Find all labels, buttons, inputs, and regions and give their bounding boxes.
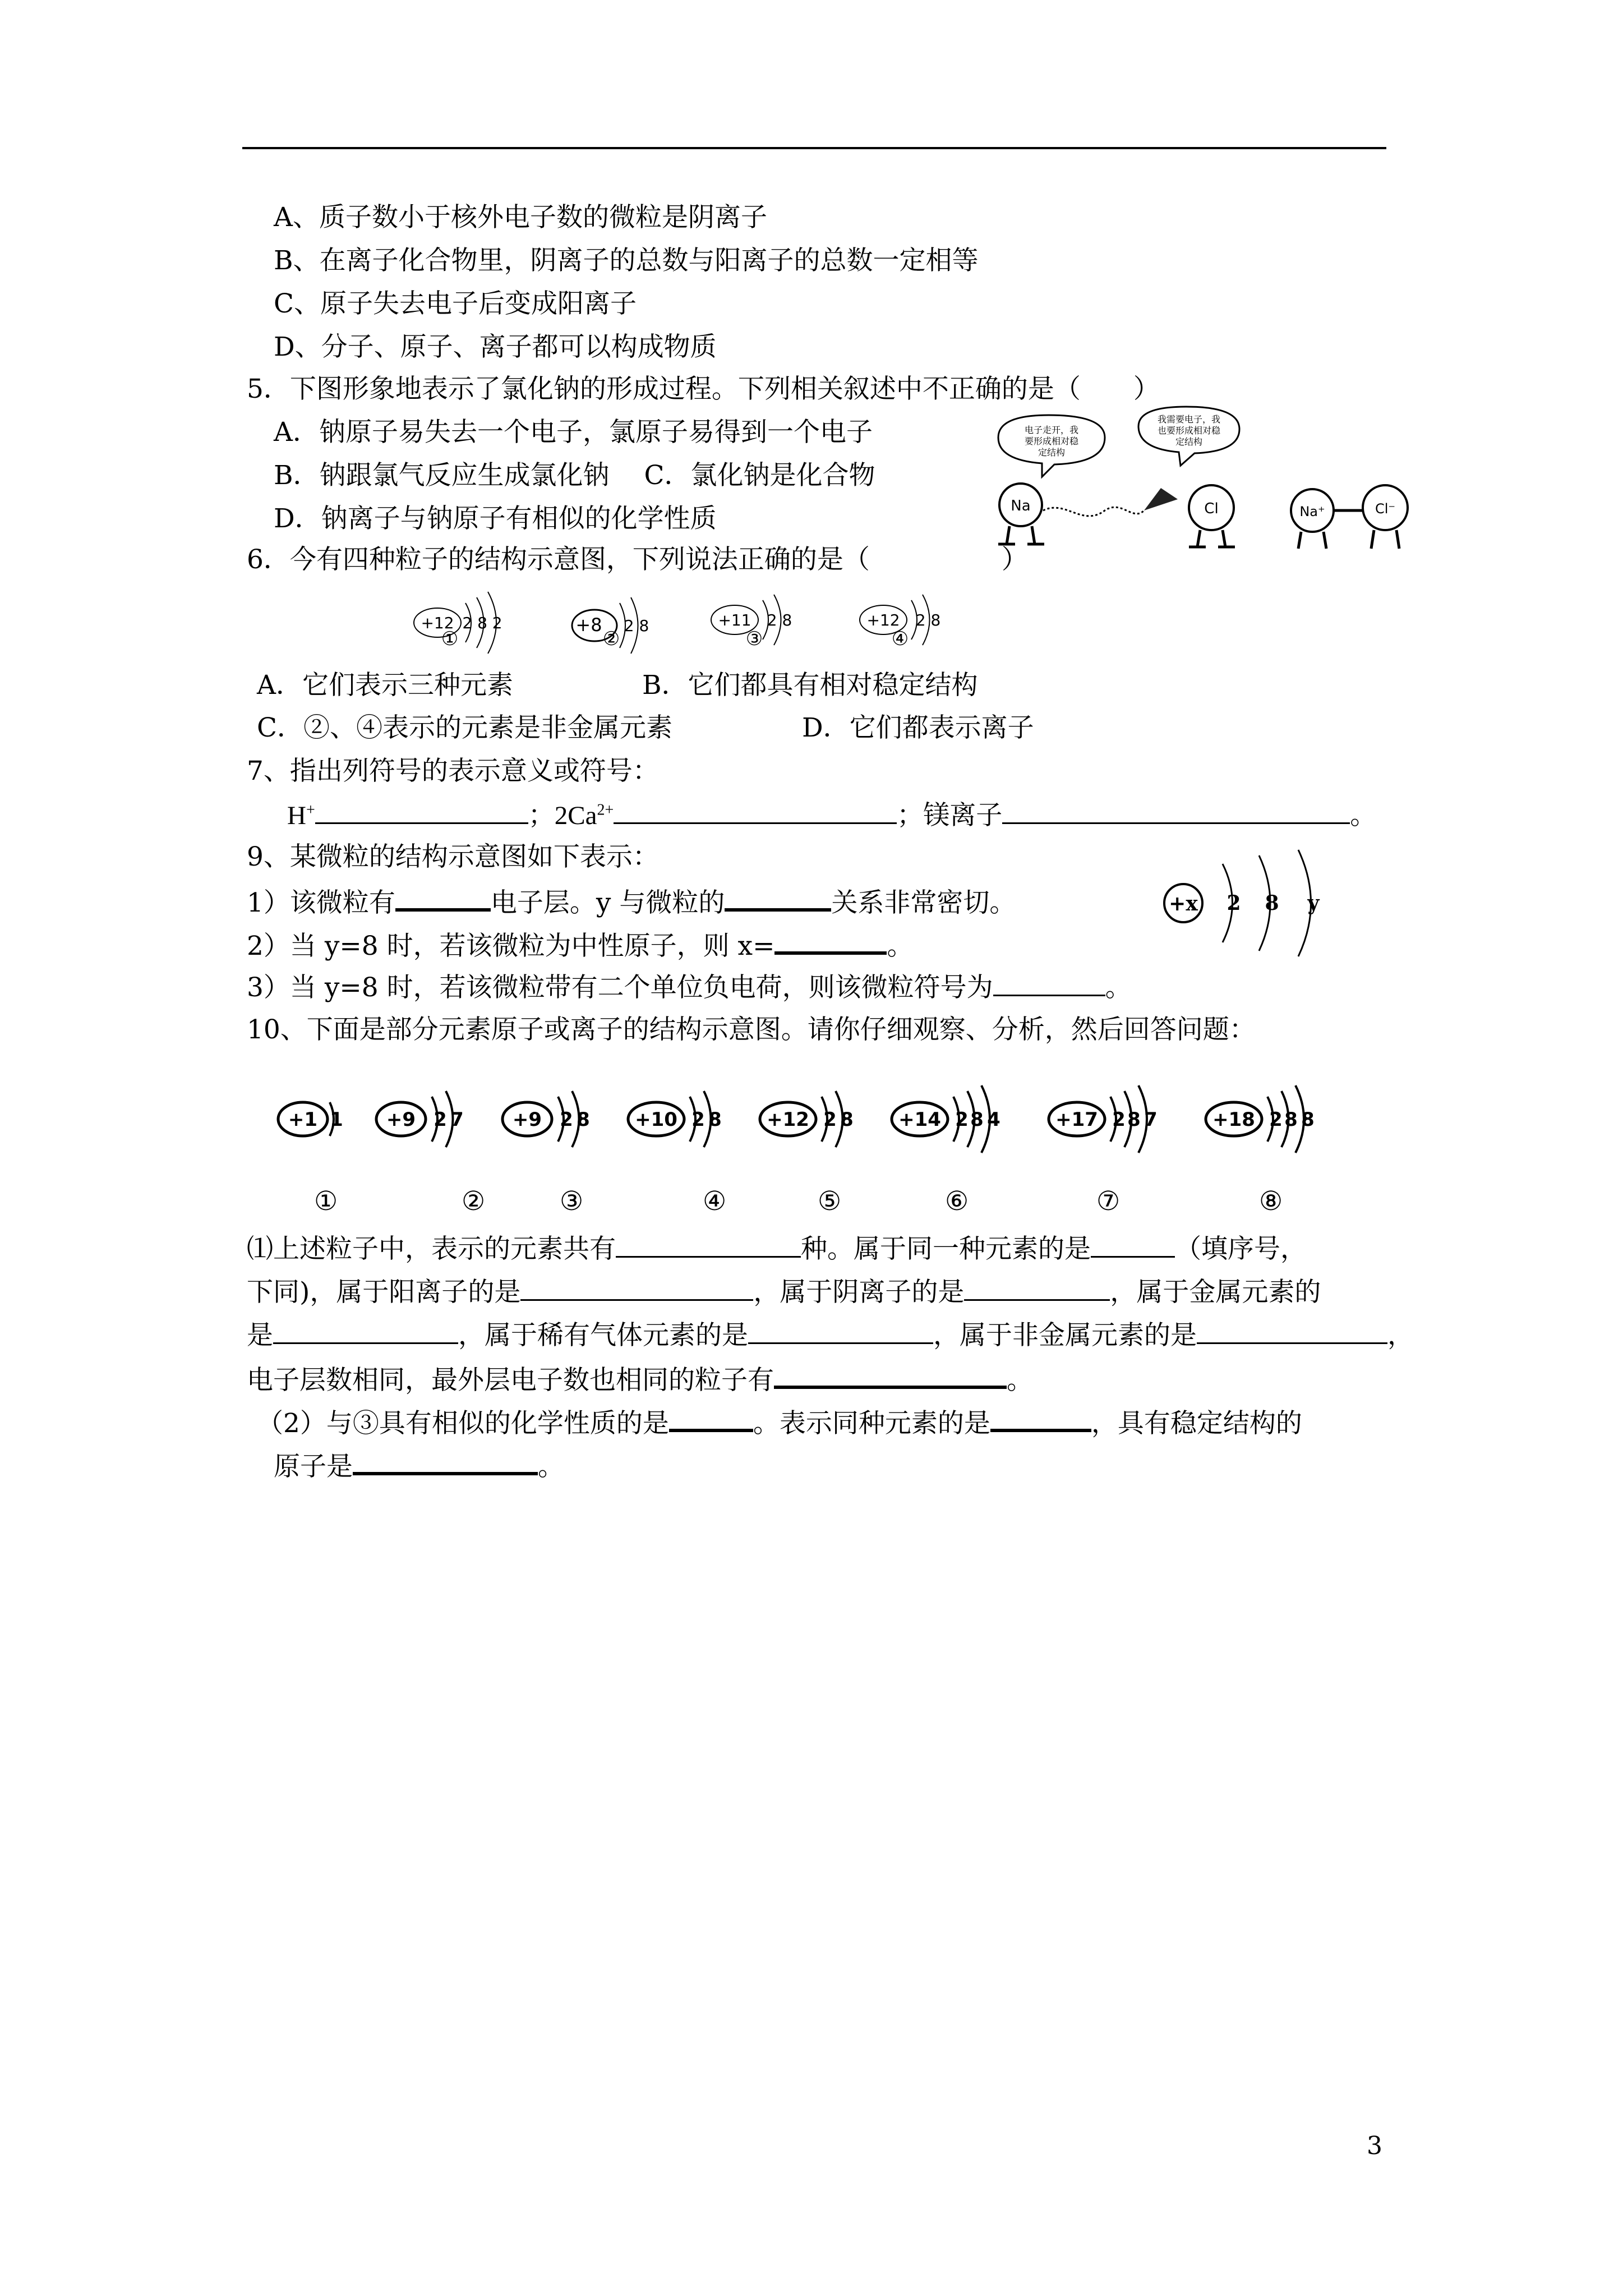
q6-diagram-4-label: ④ <box>891 628 909 650</box>
q10-diagram-6-shell-2: 8 <box>970 1108 984 1131</box>
q10-p2-text-b: ，属于阴离子的是 <box>753 1277 965 1308</box>
q10-p3-text-b: ，属于稀有气体元素的是 <box>458 1320 748 1351</box>
q10-part1-line-3 <box>247 1318 1414 1352</box>
q10-part2-line-2 <box>274 1447 564 1484</box>
bubble-left-text-3: 定结构 <box>1038 447 1066 458</box>
q10-diagram-8-shell-3: 8 <box>1301 1108 1315 1131</box>
q10-blank-metal[interactable] <box>273 1318 458 1344</box>
q10-blank-noble-gas[interactable] <box>748 1318 933 1344</box>
q10-diagram-6 <box>892 1085 1000 1153</box>
q10-blank-nonmetal[interactable] <box>1197 1318 1387 1344</box>
q6-diagram-1-nucleus: +12 <box>421 614 454 632</box>
q10-diagram-4-shell-1: 2 <box>691 1108 705 1131</box>
q10-label-3: ③ <box>560 1186 584 1217</box>
q10-p5-text-b: 。表示同种元素的是 <box>753 1408 990 1439</box>
sodium-chloride-cartoon <box>976 404 1458 567</box>
q10-blank-same-element[interactable] <box>1091 1231 1175 1258</box>
q6-diagram-3-label: ③ <box>745 628 763 650</box>
header-rule <box>242 147 1386 149</box>
q7-blank-2[interactable] <box>614 798 897 824</box>
q9-shell-2: 8 <box>1265 891 1279 915</box>
q10-p6-text-a: 原子是 <box>274 1451 353 1482</box>
q10-blank-same-element-2[interactable] <box>990 1404 1091 1432</box>
q10-blank-same-shells[interactable] <box>774 1361 1007 1389</box>
q9-line-1-part-b: 电子层。y 与微粒的 <box>490 887 725 918</box>
q10-part1-line-4 <box>247 1361 1033 1397</box>
q9-nucleus: +x <box>1169 892 1198 915</box>
q10-label-8: ⑧ <box>1259 1186 1283 1217</box>
q6-diagram-1-shells: 2 8 2 <box>462 614 502 632</box>
q9-shell-1: 2 <box>1227 891 1241 915</box>
q10-diagram-1-shell-1: 1 <box>330 1108 343 1131</box>
q9-structure-diagram <box>1150 847 1352 959</box>
q9-blank-relation[interactable] <box>725 884 831 912</box>
q10-p4-end: 。 <box>1007 1365 1033 1396</box>
q6-diagram-3-nucleus: +11 <box>718 611 751 629</box>
sodium-ion-label: Na⁺ <box>1299 504 1325 519</box>
q10-diagram-6-shell-1: 2 <box>955 1108 969 1131</box>
q6-diagram-3-shells: 2 8 <box>767 611 792 629</box>
q10-diagram-4-shell-2: 8 <box>708 1108 722 1131</box>
q4-option-a: A、质子数小于核外电子数的微粒是阴离子 <box>274 202 767 233</box>
q9-line-1-part-c: 关系非常密切。 <box>831 887 1016 918</box>
q6-diagram-1-label: ① <box>441 628 459 650</box>
q10-diagram-2-shell-2: 7 <box>450 1108 464 1131</box>
q9-blank-shell-count[interactable] <box>395 884 491 912</box>
chlorine-legs <box>1189 530 1235 547</box>
q10-diagram-7-shell-3: 7 <box>1144 1108 1158 1131</box>
q10-diagram-5 <box>760 1091 854 1147</box>
bubble-left-text-2: 要形成相对稳 <box>1024 436 1079 447</box>
q10-part2-line-1 <box>257 1404 1302 1441</box>
q9-stem: 9、某微粒的结构示意图如下表示： <box>247 841 659 872</box>
q6-stem: 6．今有四种粒子的结构示意图，下列说法正确的是（ ） <box>247 544 1028 575</box>
q10-diagram-3-nucleus: +9 <box>512 1108 542 1131</box>
q10-p3-text-d: ， <box>1387 1320 1414 1351</box>
q4-option-d: D、分子、原子、离子都可以构成物质 <box>274 332 717 362</box>
q10-diagram-8-shell-2: 8 <box>1284 1108 1298 1131</box>
sodium-legs <box>998 526 1044 544</box>
q5-option-a: A．钠原子易失去一个电子，氯原子易得到一个电子 <box>274 417 873 448</box>
q7-magnesium-ion: 镁离子 <box>923 801 1003 830</box>
chloride-ion-label: Cl⁻ <box>1375 501 1396 517</box>
q7-separator-1: ； <box>528 801 555 830</box>
page-number: 3 <box>1367 2132 1382 2160</box>
q9-shell-3: y <box>1307 891 1320 915</box>
q10-p2-text-c: ，属于金属元素的 <box>1110 1277 1321 1308</box>
q10-part1-line-2 <box>247 1274 1321 1309</box>
q9-line-2-end: 。 <box>887 931 914 961</box>
q6-diagram-3 <box>711 595 792 650</box>
q10-label-1: ① <box>314 1186 338 1217</box>
chlorine-atom-label: Cl <box>1204 500 1219 517</box>
q7-symbol-h-charge: + <box>306 801 315 819</box>
q9-blank-symbol[interactable] <box>993 970 1105 996</box>
q6-diagram-4 <box>860 595 940 650</box>
q10-diagram-3 <box>502 1091 590 1147</box>
q10-label-5: ⑤ <box>818 1186 842 1217</box>
q10-diagram-6-nucleus: +14 <box>898 1108 941 1131</box>
bubble-left-text-1: 电子走开，我 <box>1024 425 1079 435</box>
q10-p1-text-c: （填序号， <box>1175 1234 1307 1264</box>
q10-diagram-3-shell-1: 2 <box>560 1108 573 1131</box>
q9-line-3-end: 。 <box>1105 972 1132 1003</box>
q10-blank-element-count[interactable] <box>616 1231 801 1258</box>
q7-symbol-h: H <box>287 801 306 830</box>
q10-diagram-7-shell-1: 2 <box>1112 1108 1126 1131</box>
q6-diagram-2-label: ② <box>602 628 620 650</box>
q10-label-4: ④ <box>703 1186 727 1217</box>
q10-blank-cation[interactable] <box>520 1274 753 1301</box>
q10-diagram-2-shell-1: 2 <box>434 1108 447 1131</box>
q4-option-b: B、在离子化合物里，阴离子的总数与阳离子的总数一定相等 <box>274 245 979 276</box>
q4-option-c: C、原子失去电子后变成阳离子 <box>274 288 637 319</box>
q10-diagram-8 <box>1206 1085 1315 1153</box>
electron-path <box>1043 507 1144 516</box>
q10-label-6: ⑥ <box>945 1186 969 1217</box>
q7-blank-3[interactable] <box>1002 798 1350 824</box>
q9-line-1 <box>247 884 1016 920</box>
q7-end: 。 <box>1350 801 1377 830</box>
q9-line-2-part-a: 2）当 y=8 时，若该微粒为中性原子，则 x= <box>247 931 775 961</box>
q10-structure-diagrams <box>269 1066 1357 1172</box>
q6-option-c: C．②、④表示的元素是非金属元素 <box>257 712 672 743</box>
q6-diagram-2-shells: 2 8 <box>624 616 649 635</box>
q10-p2-text-a: 下同)，属于阳离子的是 <box>247 1277 521 1308</box>
q6-option-b: B．它们都具有相对稳定结构 <box>642 670 978 701</box>
q10-diagram-5-shell-2: 8 <box>840 1108 854 1131</box>
q5-option-d: D．钠离子与钠原子有相似的化学性质 <box>274 503 717 534</box>
q10-diagram-4 <box>628 1091 722 1147</box>
q7-separator-2: ； <box>897 801 924 830</box>
q6-option-d: D．它们都表示离子 <box>802 712 1034 743</box>
q10-diagram-7-shell-2: 8 <box>1127 1108 1141 1131</box>
q10-diagram-5-nucleus: +12 <box>767 1108 809 1131</box>
q5-stem: 5．下图形象地表示了氯化钠的形成过程。下列相关叙述中不正确的是（ ） <box>247 374 1160 404</box>
net-icon <box>1144 488 1178 510</box>
q10-p1-text-b: 种。属于同一种元素的是 <box>801 1234 1091 1264</box>
q6-diagram-4-nucleus: +12 <box>866 611 900 629</box>
q10-label-2: ② <box>462 1186 486 1217</box>
q6-option-a: A．它们表示三种元素 <box>257 670 513 701</box>
q10-p6-end: 。 <box>538 1451 564 1482</box>
q9-blank-x[interactable] <box>774 927 887 955</box>
q10-p3-text-c: ，属于非金属元素的是 <box>933 1320 1197 1351</box>
q9-line-3 <box>247 970 1132 1005</box>
q7-stem: 7、指出列符号的表示意义或符号： <box>247 756 659 786</box>
q6-structure-diagrams <box>404 583 976 662</box>
q10-diagram-4-nucleus: +10 <box>635 1108 677 1131</box>
q10-diagram-6-shell-3: 4 <box>987 1108 1000 1131</box>
q10-diagram-8-shell-1: 2 <box>1269 1108 1283 1131</box>
q10-blank-stable-atom[interactable] <box>353 1447 538 1475</box>
bubble-right-text-1: 我需要电子，我 <box>1157 414 1221 425</box>
q7-symbol-ca-charge: 2+ <box>597 801 614 819</box>
q7-symbol-ca: 2Ca <box>554 801 597 830</box>
q10-p5-text-a: （2）与③具有相似的化学性质的是 <box>257 1408 669 1439</box>
q10-stem: 10、下面是部分元素原子或离子的结构示意图。请你仔细观察、分析，然后回答问题： <box>247 1014 1256 1045</box>
q7-answer-line <box>287 798 1376 832</box>
q10-diagram-2-nucleus: +9 <box>386 1108 416 1131</box>
q10-part1-line-1 <box>247 1231 1307 1266</box>
q9-line-1-part-a: 1）该微粒有 <box>247 887 395 918</box>
q6-diagram-2 <box>572 597 649 654</box>
q10-diagram-8-nucleus: +18 <box>1212 1108 1255 1131</box>
q10-blank-anion[interactable] <box>964 1274 1110 1301</box>
q10-blank-similar-chemistry[interactable] <box>669 1404 753 1432</box>
bubble-right-text-3: 定结构 <box>1175 436 1203 447</box>
q9-line-2 <box>247 927 913 963</box>
q6-diagram-2-nucleus: +8 <box>575 614 602 636</box>
q7-blank-1[interactable] <box>315 798 528 824</box>
q10-diagram-7-nucleus: +17 <box>1055 1108 1098 1131</box>
q6-diagram-4-shells: 2 8 <box>915 611 941 629</box>
q5-option-b: B．钠跟氯气反应生成氯化钠 C．氯化钠是化合物 <box>274 460 875 491</box>
q10-p3-text-a: 是 <box>247 1320 273 1351</box>
q10-diagram-3-shell-2: 8 <box>577 1108 590 1131</box>
q10-p5-text-c: ，具有稳定结构的 <box>1091 1408 1302 1439</box>
q10-diagram-2 <box>376 1091 464 1147</box>
bubble-right-text-2: 也要形成相对稳 <box>1157 425 1221 436</box>
q10-diagram-1 <box>278 1102 343 1136</box>
q10-p4-text-a: 电子层数相同，最外层电子数也相同的粒子有 <box>247 1365 774 1396</box>
q10-diagram-7 <box>1049 1085 1158 1153</box>
q10-diagram-1-nucleus: +1 <box>288 1108 318 1131</box>
q10-p1-text-a: ⑴上述粒子中，表示的元素共有 <box>247 1234 616 1264</box>
q10-label-7: ⑦ <box>1096 1186 1121 1217</box>
q6-diagram-1 <box>414 592 502 654</box>
q9-line-3-part-a: 3）当 y=8 时，若该微粒带有二个单位负电荷，则该微粒符号为 <box>247 972 993 1003</box>
q10-diagram-5-shell-1: 2 <box>823 1108 837 1131</box>
sodium-atom-label: Na <box>1011 498 1031 514</box>
